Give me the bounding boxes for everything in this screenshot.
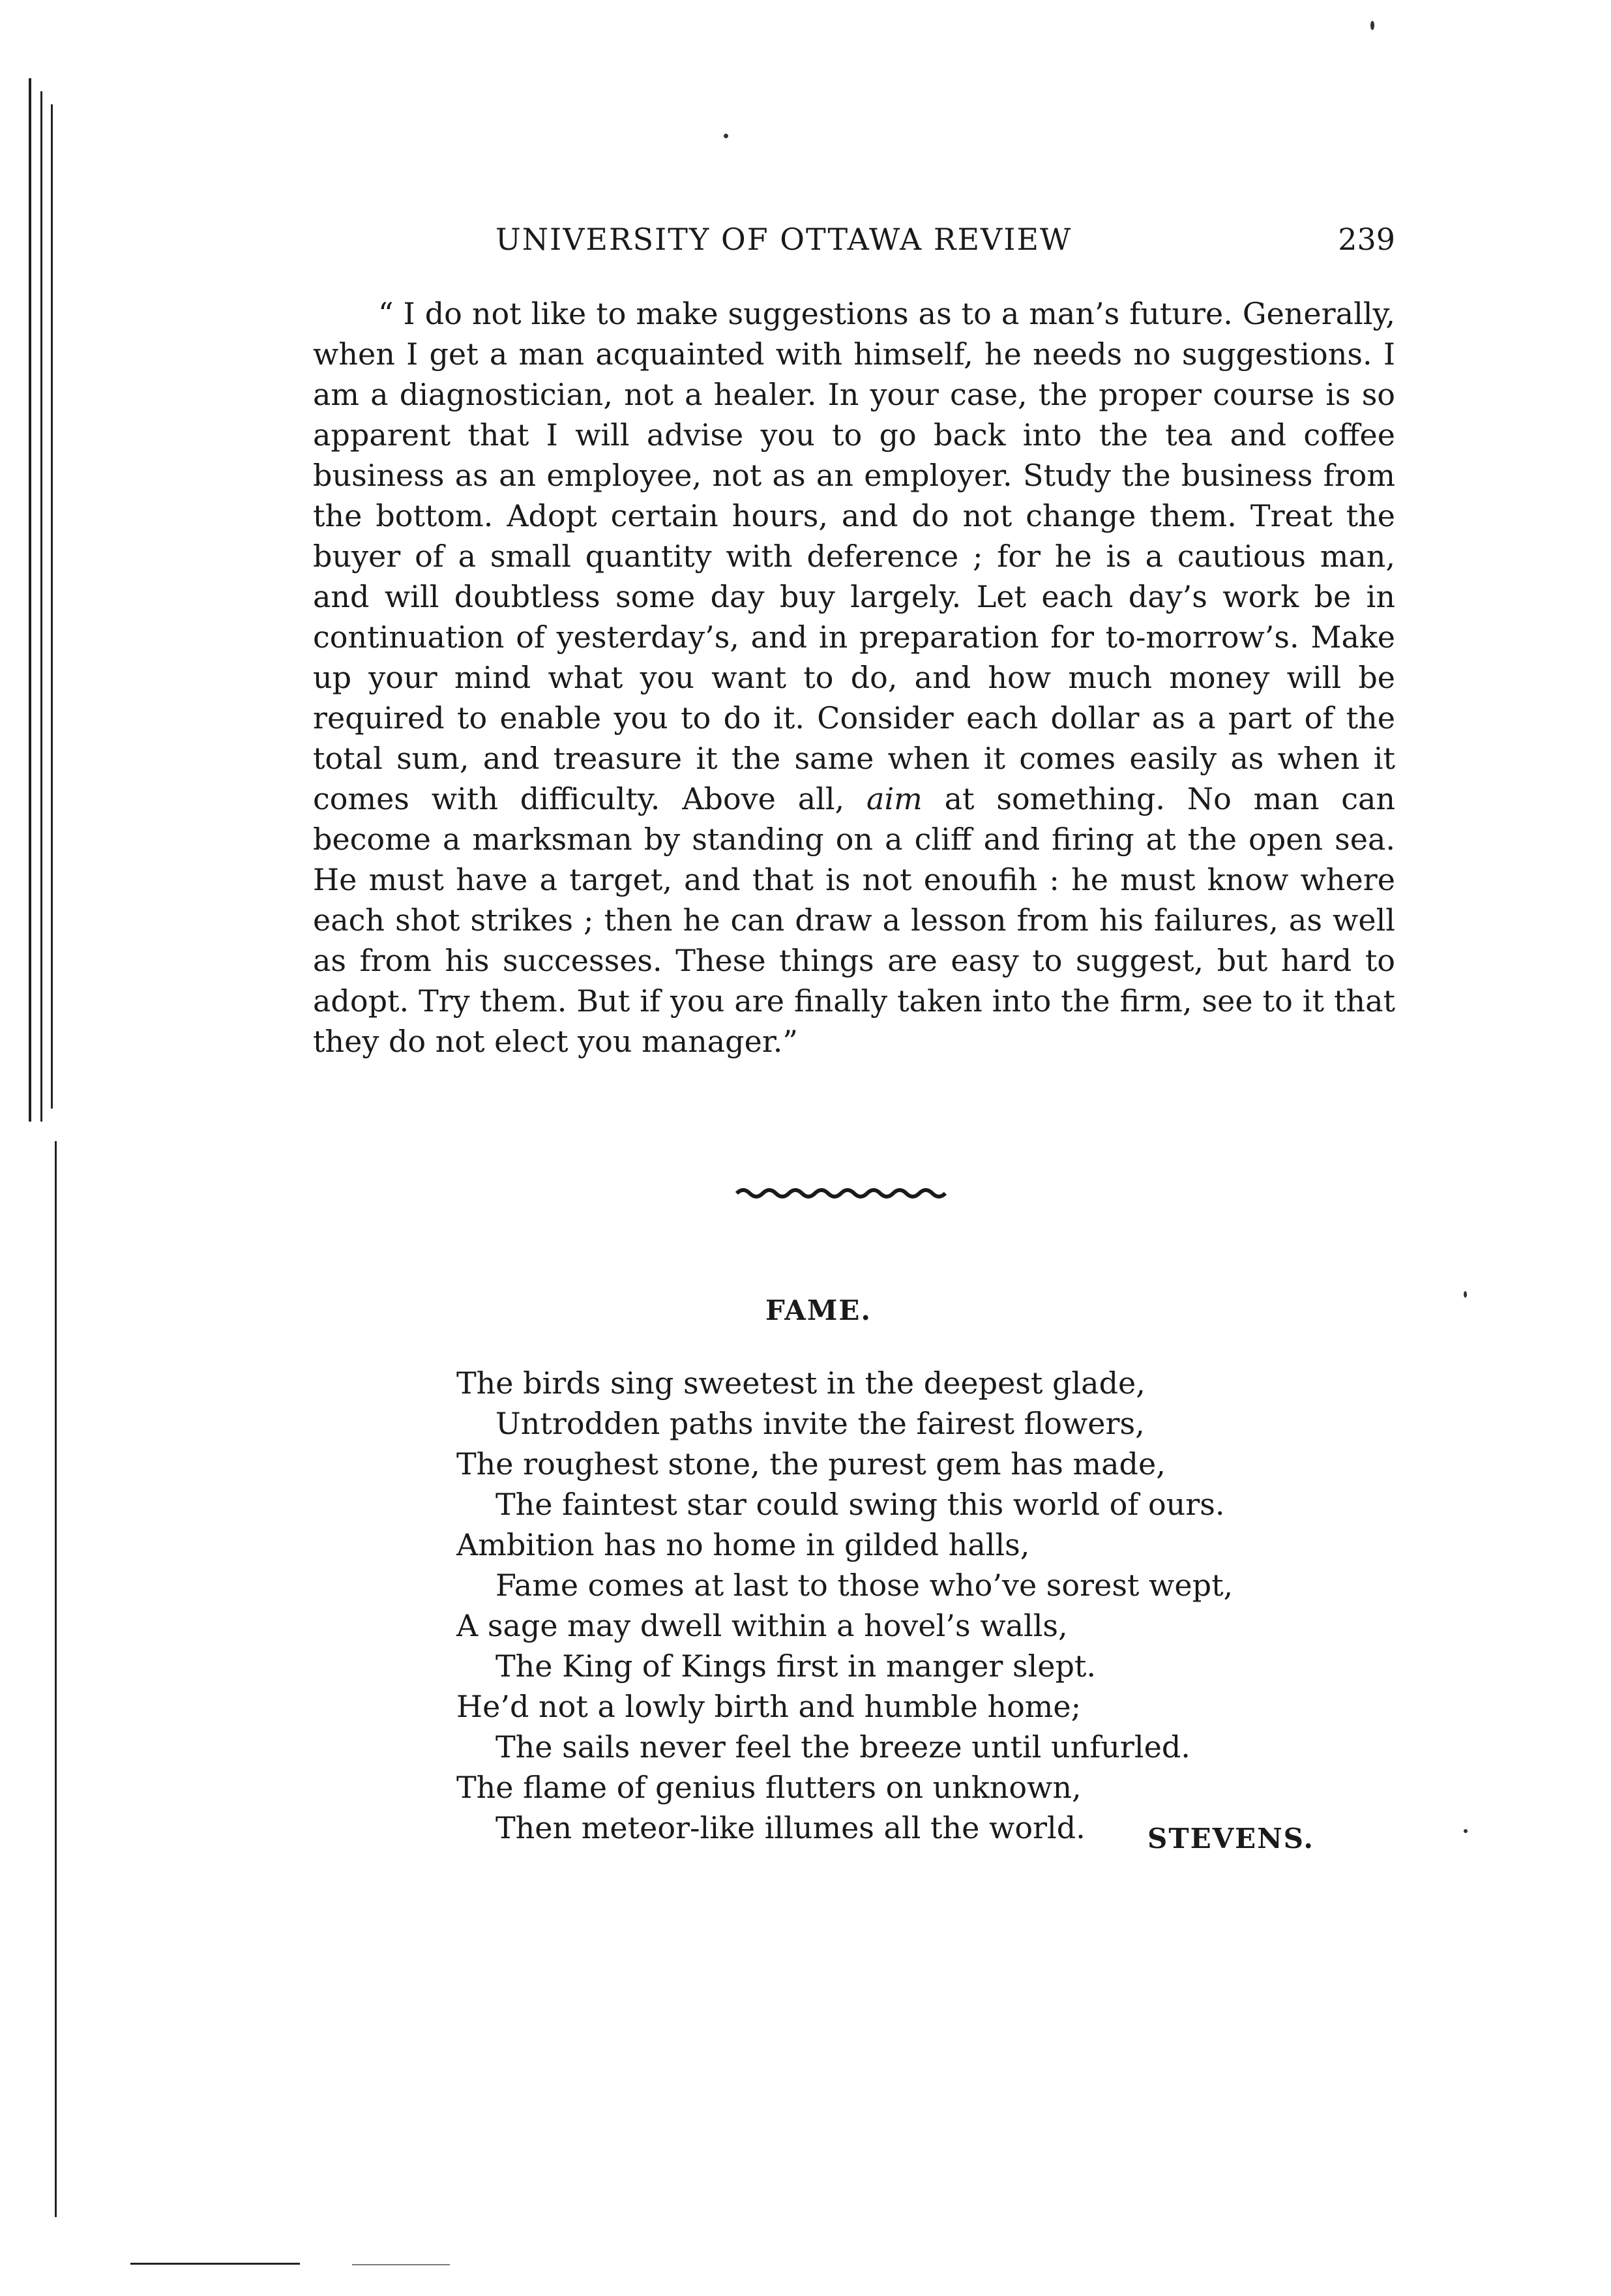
bottom-smudge [352,2264,450,2265]
poem-title: FAME. [765,1294,872,1326]
poem-line: The sails never feel the breeze until unfurled. [495,1729,1190,1765]
poem-line: The birds sing sweetest in the deepest glade, [456,1365,1145,1401]
poem-line: Then meteor-like illumes all the world. [495,1810,1086,1845]
wavy-divider-ornament [733,1184,952,1203]
scan-speck [724,134,728,138]
scan-speck [1370,21,1374,30]
scan-speck [1464,1829,1468,1833]
binding-edge-line [29,78,31,1122]
binding-edge-line [51,104,53,1109]
poem-line: A sage may dwell within a hovel’s walls, [456,1608,1068,1643]
bottom-smudge [130,2263,300,2265]
running-head: UNIVERSITY OF OTTAWA REVIEW [495,222,1072,257]
page-header [495,222,1395,267]
poem-line: The faintest star could swing this world of ours. [495,1487,1225,1522]
poem-author: STEVENS. [1147,1823,1315,1855]
prose-paragraph-block [313,293,1395,1062]
poem-stanza [456,1363,1369,1848]
poem-line: Ambition has no home in gilded halls, [456,1527,1030,1562]
poem-line: Fame comes at last to those who’ve sorest wept, [495,1568,1234,1603]
poem-line: The roughest stone, the purest gem has made, [456,1446,1166,1482]
paragraph-text-end: at something. No man can become a marksman by standing on a cliff and firing at the open sea. He must have a target, and that is not enoufih : he must know where each shot strikes ; then he can draw a lesson from his failures, as well as from his successes. These things are easy to suggest, but hard to adopt. Try them. But if you are finally taken into the firm, see to it that they do not elect you manager.” [313,781,1396,1059]
paragraph-text-start: “ I do not like to make suggestions as to a man’s future. Generally, when I get a man acquainted with himself, he needs no suggestions. I am a diagnostician, not a healer. In your case, the proper course is so apparent that I will advise you to go back into the tea and coffee business as an employee, not as an employer. Study the business from the bottom. Adopt certain hours, and do not change them. Treat the buyer of a small quantity with deference ; for he is a cautious man, and will doubtless some day buy largely. Let each day’s work be in continuation of yesterday’s, and in preparation for to-morrow’s. Make up your mind what you want to do, and how much money will be required to enable you to do it. Consider each dollar as a part of the total sum, and treasure it the same when it comes easily as when it comes with difficulty. Above all, [313,296,1395,816]
poem-line: The flame of genius flutters on unknown, [456,1770,1082,1805]
emphasized-word: aim [866,781,923,816]
poem-line: He’d not a lowly birth and humble home; [456,1689,1082,1724]
prose-paragraph [313,293,1395,1062]
binding-edge-line [40,91,42,1122]
page-number: 239 [1338,222,1395,257]
poem-line: Untrodden paths invite the fairest flowers, [495,1406,1145,1441]
poem-line: The King of Kings first in manger slept. [495,1648,1097,1684]
